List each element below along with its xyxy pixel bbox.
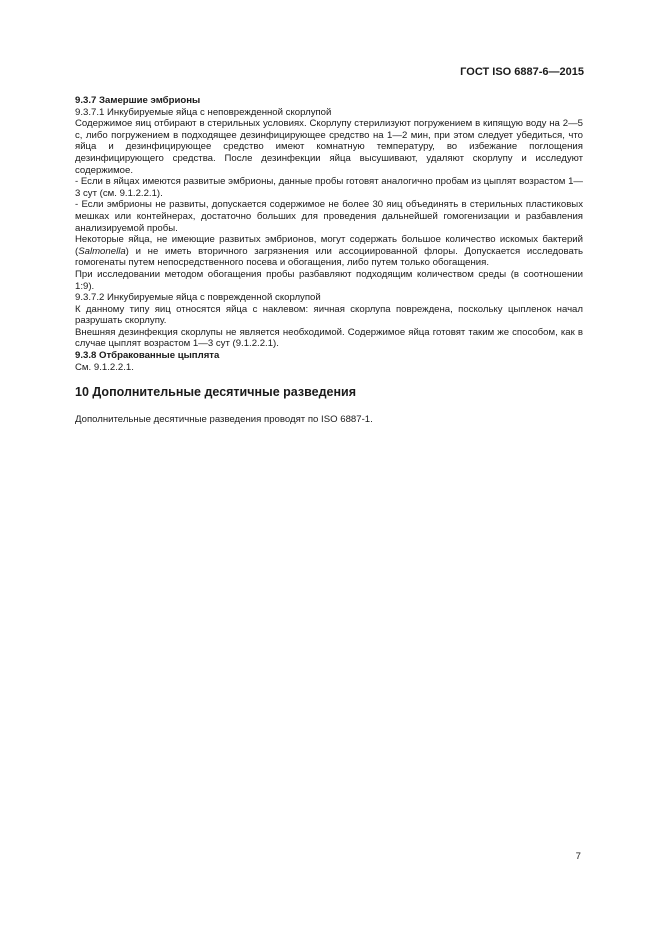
text-some-a: Некоторые яйца, не имеющие развитых эмбрионов, могут содержать большое количество искомых бактерий ( — [75, 234, 583, 257]
page-number: 7 — [575, 851, 581, 862]
paragraph-external-disinfection: Внешняя дезинфекция скорлупы не является необходимой. Содержимое яйца готовят таким же способом, как в случае цыплят возрастом 1—3 сут (9.1.2.2.1). — [75, 326, 583, 350]
text-some-b: ) и не иметь вторичного загрязнения или ассоциированной флоры. Допускается исследовать гомогенаты путем непосредственного посева и обогащения, либо путем только обогащения. — [75, 245, 583, 269]
section-10-title: 10 Дополнительные десятичные разведения — [75, 385, 356, 400]
page-body — [75, 95, 583, 425]
paragraph-egg-type: К данному типу яиц относятся яйца с наклевом: яичная скорлупа повреждена, поскольку цыпленок начал разрушать скорлупу. — [75, 303, 583, 327]
heading-9-3-8: 9.3.8 Отбракованные цыплята — [75, 350, 220, 362]
list-item-undeveloped-embryos: - Если эмбрионы не развиты, допускается содержимое не более 30 яиц объединять в стерильных пластиковых мешках или контейнерах, достаточно больших для проведения дальнейшей гомогенизации и разбавления анализируемой пробы. — [75, 199, 583, 234]
paragraph-enrichment: При исследовании методом обогащения пробы разбавляют подходящим количеством среды (в соотношении 1:9). — [75, 268, 583, 292]
text-salmonella: Salmonella — [78, 245, 126, 257]
heading-9-3-7: 9.3.7 Замершие эмбрионы — [75, 95, 201, 106]
paragraph-section-10: Дополнительные десятичные разведения проводят по ISO 6887-1. — [75, 413, 373, 425]
list-item-developed-embryos: - Если в яйцах имеются развитые эмбрионы, данные пробы готовят аналогично пробам из цыплят возрастом 1—3 сут (см. 9.1.2.2.1). — [75, 176, 583, 199]
subheading-9-3-7-1: 9.3.7.1 Инкубируемые яйца с неповрежденной скорлупой — [75, 106, 332, 118]
paragraph-egg-content: Содержимое яиц отбирают в стерильных условиях. Скорлупу стерилизуют погружением в кипящую воду на 2—5 с, либо погружением в подходящее дезинфицирующее средство на 1—2 мин, при этом следует убедиться, что яйца и дезинфицирующее средство имеют комнатную температуру, во избежание поглощения дезинфицирующего средства. После дезинфекции яйца высушивают, удаляют скорлупу и исследуют содержимое. — [75, 118, 583, 176]
paragraph-see-ref: См. 9.1.2.2.1. — [75, 361, 134, 373]
subheading-9-3-7-2: 9.3.7.2 Инкубируемые яйца с поврежденной скорлупой — [75, 292, 321, 304]
document-header: ГОСТ ISO 6887-6—2015 — [460, 66, 584, 78]
paragraph-some-eggs — [75, 234, 583, 269]
